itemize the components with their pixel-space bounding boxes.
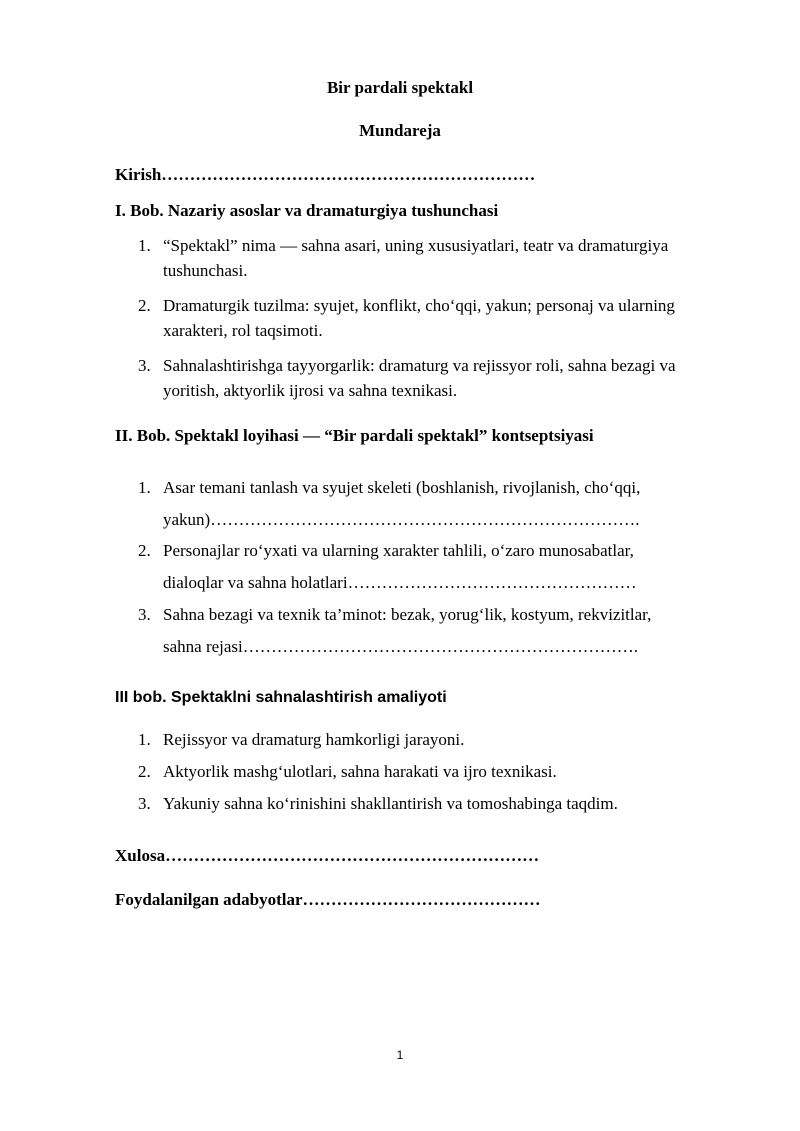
list-item-text: Asar temani tanlash va syujet skeleti (boshlanish, rivojlanish, cho‘qqi, [163,478,641,497]
toc-entry-references: Foydalanilgan adabyotlar…………………………………… [115,890,541,909]
list-item-number: 3. [138,356,151,375]
list-item-text: Sahnalashtirishga tayyorgarlik: dramaturg va rejissyor roli, sahna bezagi va [163,356,676,375]
toc-entry-conclusion: Xulosa………………………………………………………… [115,846,540,865]
toc-entry-intro: Kirish………………………………………………………… [115,165,536,184]
list-item-number: 1. [138,730,151,749]
list-item-text: Aktyorlik mashg‘ulotlari, sahna harakati va ijro texnikasi. [163,762,557,781]
list-item-number: 2. [138,762,151,781]
list-item-number: 2. [138,296,151,315]
list-item-text-continued: yoritish, aktyorlik ijrosi va sahna texnikasi. [163,381,458,400]
list-item-text-continued: sahna rejasi……………………………………………………………. [163,637,639,656]
list-item-text: Sahna bezagi va texnik ta’minot: bezak, yorug‘lik, kostyum, rekvizitlar, [163,605,652,624]
toc-heading: Mundareja [359,121,441,140]
list-item-text-continued: dialoqlar va sahna holatlari…………………………………………… [163,573,637,592]
list-item-text: Dramaturgik tuzilma: syujet, konflikt, cho‘qqi, yakun; personaj va ularning [163,296,675,315]
list-item-text-continued: tushunchasi. [163,261,248,280]
chapter-3-heading: III bob. Spektaklni sahnalashtirish amaliyoti [115,689,447,706]
list-item-number: 1. [138,478,151,497]
list-item-number: 3. [138,605,151,624]
page-number: 1 [396,1048,404,1062]
list-item-number: 2. [138,541,151,560]
list-item-text-continued: xarakteri, rol taqsimoti. [163,321,323,340]
list-item-text: “Spektakl” nima — sahna asari, uning xususiyatlari, teatr va dramaturgiya [163,236,669,255]
list-item-text: Personajlar ro‘yxati va ularning xarakter tahlili, o‘zaro munosabatlar, [163,541,634,560]
document-title: Bir pardali spektakl [326,78,474,97]
list-item-number: 1. [138,236,151,255]
list-item-text-continued: yakun)…………………………………………………………………. [163,510,640,529]
chapter-2-heading: II. Bob. Spektakl loyihasi — “Bir pardali spektakl” kontseptsiyasi [115,426,594,445]
list-item-number: 3. [138,794,151,813]
list-item-text: Rejissyor va dramaturg hamkorligi jarayoni. [163,730,465,749]
list-item-text: Yakuniy sahna ko‘rinishini shakllantirish va tomoshabinga taqdim. [163,794,618,813]
chapter-1-heading: I. Bob. Nazariy asoslar va dramaturgiya tushunchasi [115,201,499,220]
